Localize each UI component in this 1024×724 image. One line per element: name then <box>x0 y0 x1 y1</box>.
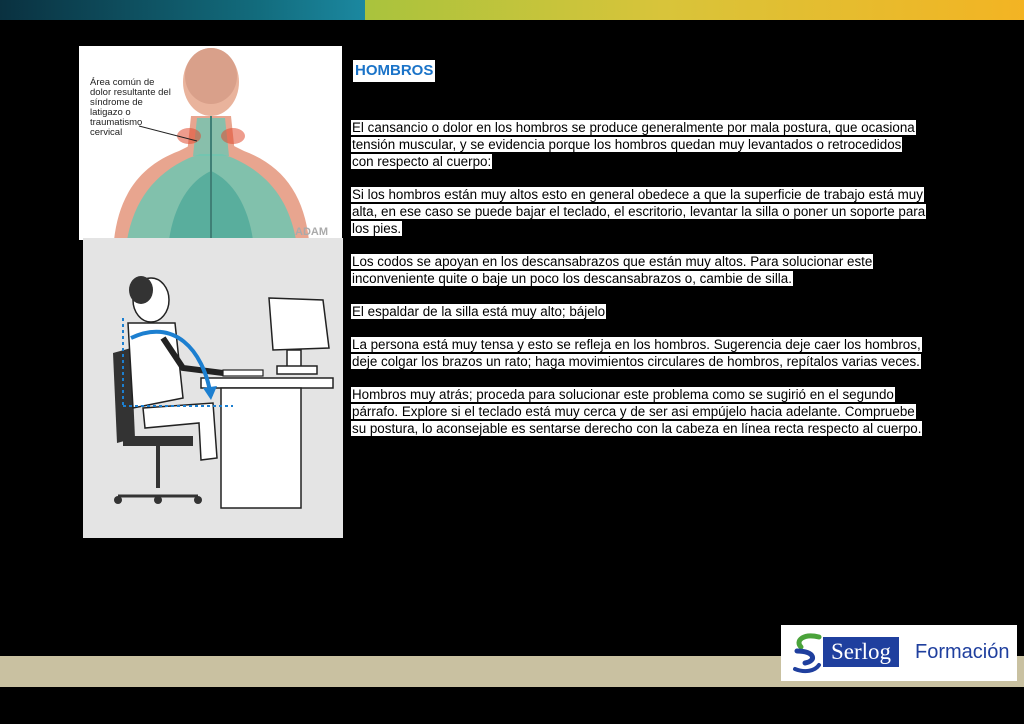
slide-body <box>351 119 926 453</box>
neck-anatomy-drawing <box>79 46 342 240</box>
top-band-light-segment <box>365 0 1024 20</box>
logo-brand: Serlog <box>823 637 899 667</box>
slide-title: HOMBROS <box>353 60 435 82</box>
illustration-watermark: ADAM <box>295 226 328 238</box>
neck-caption: Área común de dolor resultante del síndrome de latigazo o traumatismo cervical <box>90 77 171 138</box>
logo-suffix: Formación <box>915 641 1010 663</box>
desk-posture-illustration <box>83 238 343 538</box>
paragraph <box>351 119 926 170</box>
top-decorative-band <box>0 0 1024 20</box>
paragraph-text: El cansancio o dolor en los hombros se produce generalmente por mala postura, que ocasiona tensión muscular, y se evidencia porque los hombros quedan muy levantados o retrocedidos con respecto al cuerpo: <box>352 120 915 169</box>
paragraph-text: Los codos se apoyan en los descansabrazos que están muy altos. Para solucionar este inconveniente quite o baje un poco los descansabrazos o, cambie de silla. <box>352 254 873 286</box>
paragraph <box>351 253 926 287</box>
paragraph <box>351 336 926 370</box>
desk-posture-drawing <box>83 238 343 538</box>
paragraph-text: El espaldar de la silla está muy alto; bájelo <box>352 304 606 319</box>
serlog-mark-icon <box>789 631 823 675</box>
top-band-dark-segment <box>0 0 365 20</box>
paragraph-text: La persona está muy tensa y esto se refleja en los hombros. Sugerencia deje caer los hombros, deje colgar los brazos un rato; haga movimientos circulares de hombros, repítalos varias veces. <box>352 337 921 369</box>
paragraph <box>351 386 926 437</box>
paragraph <box>351 186 926 237</box>
paragraph <box>351 303 926 320</box>
serlog-formacion-logo <box>781 625 1017 681</box>
neck-anatomy-illustration <box>79 46 342 240</box>
paragraph-text: Si los hombros están muy altos esto en general obedece a que la superficie de trabajo está muy alta, en ese caso se puede bajar el teclado, el escritorio, levantar la silla o poner un soporte para los pies. <box>352 187 926 236</box>
paragraph-text: Hombros muy atrás; proceda para solucionar este problema como se sugirió en el segundo párrafo. Explore si el teclado está muy cerca y de ser asi empújelo hacia adelante. Compruebe su postura, lo aconsejable es sentarse derecho con la cabeza en línea recta respecto al cuerpo. <box>352 387 922 436</box>
